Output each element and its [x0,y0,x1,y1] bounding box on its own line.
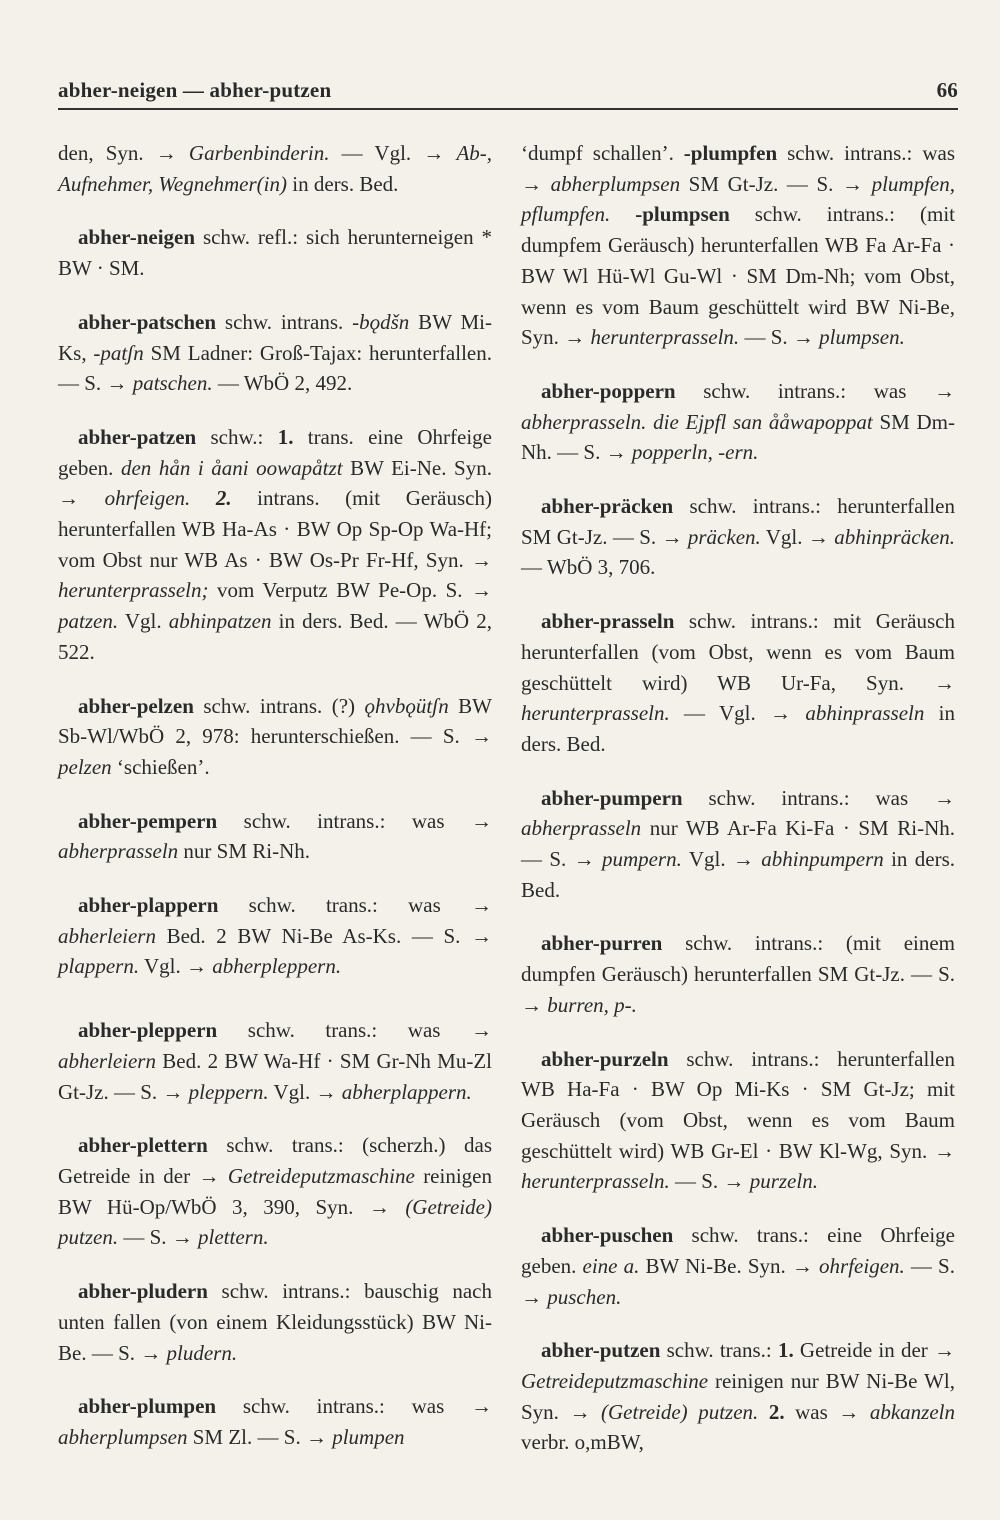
entry-text: BW Mi-Ks, [58,309,493,365]
italic-text: abherprasseln [521,816,642,841]
dictionary-entry [521,491,955,583]
dictionary-entry [521,928,955,1020]
italic-text: abherplappern. [341,1079,472,1104]
dictionary-entry [521,606,955,760]
dictionary-entry [521,1335,955,1458]
entry-text: schw. intrans.: was → [675,378,955,403]
entry-text: verbr. o,mBW, [521,1430,644,1455]
entry-text: in ders. Bed. [521,847,955,902]
entry-text: — S. → [669,1169,750,1194]
entry-text: Vgl. → [681,847,762,872]
italic-text: patzen. [58,609,119,634]
entry-text: schw. intrans.: was → [682,785,955,810]
dictionary-entry [58,1391,492,1452]
entry-text: BW Sb-Wl/WbÖ 2, 978: herunterschießen. — S. → [58,693,492,749]
italic-text: plumpsen. [819,325,905,350]
italic-text: eine a. [582,1253,640,1278]
italic-text: abherprasseln [58,839,179,864]
entry-text: in ders. Bed. [521,701,955,756]
italic-text: Ab-, Aufnehmer, Wegnehmer(in) [58,141,493,196]
dictionary-entry [58,222,492,283]
entry-text: schw. intrans.: (mit einem dumpfen Geräusch) herunterfallen SM Gt-Jz. — S. → [521,931,955,1017]
entry-text: reinigen BW Hü-Op/WbÖ 3, 390, Syn. → [58,1163,492,1219]
entry-text: reinigen nur BW Ni-Be Wl, Syn. → [521,1368,955,1424]
italic-text: (Getreide) putzen. [58,1194,492,1250]
entry-text: Vgl. → [139,954,213,979]
dictionary-entry [521,138,955,353]
left-column [58,138,492,1476]
headword: abher-präcken [541,494,674,519]
entry-text: schw. intrans.: was → [216,1394,492,1419]
italic-text: puschen. [547,1284,622,1309]
entry-text: schw. intrans.: mit Geräusch herunterfallen (vom Obst, wenn es vom Baum geschüttelt wird) WB Ur-Fa, Syn. → [521,609,955,695]
entry-text: schw. trans.: was → [218,893,492,918]
entry-text: — WbÖ 2, 492. [212,371,353,396]
entry-text: schw. trans.: [660,1338,778,1363]
entry-text: BW Ni-Be. Syn. → [639,1253,820,1278]
entry-text: in ders. Bed. — WbÖ 2, 522. [58,609,492,664]
italic-text: plappern. [58,954,140,979]
headword: abher-pludern [78,1279,208,1304]
dictionary-entry [521,783,955,906]
entry-text: intrans. (mit Geräusch) herunterfallen WB Ha-As · BW Op Sp-Op Wa-Hf; vom Obst nur WB As · BW Os-Pr Fr-Hf, Syn. → [58,486,492,572]
italic-text: herunterprasseln. [521,1169,670,1194]
headword: abher-poppern [541,378,676,403]
entry-text: schw. trans.: was → [217,1018,492,1043]
dictionary-entry [58,1015,492,1107]
italic-text: abherleiern [58,1048,156,1073]
entry-text: Vgl. [118,609,169,634]
italic-text: den hån i åani oowapåtzt [120,455,343,480]
headword: abher-plettern [78,1133,208,1158]
page-number: 66 [936,78,958,102]
italic-text: -patʃn [93,340,144,365]
entry-text: BW Ei-Ne. Syn. → [58,455,492,511]
entry-text: trans. eine Ohrfeige geben. [58,424,492,480]
italic-text: plettern. [198,1225,269,1250]
entry-text: schw. trans.: (scherzh.) das Getreide in der → [58,1133,492,1188]
entry-text: Vgl. → [268,1079,342,1104]
italic-text: abherplumpsen [550,171,681,196]
entry-text: Bed. 2 BW Ni-Be As-Ks. — S. → [155,923,492,948]
italic-text: ohrfeigen. [104,486,191,511]
italic-text: plumpfen, pflumpfen. [521,171,955,227]
dictionary-entry [521,1044,955,1198]
headword: abher-patzen [78,424,197,449]
italic-text: herunterprasseln. [521,701,670,726]
entry-text: 1. [777,1338,794,1363]
entry-text [610,202,635,226]
headword: abher-purren [541,931,663,956]
entry-text: ‘dumpf schallen’. [521,141,684,165]
entry-text: — S. → [118,1225,199,1250]
italic-text: ohrfeigen. [819,1253,905,1278]
entry-text: — S. → [521,1253,955,1309]
headword: abher-patschen [78,309,217,334]
italic-text: pumpern. [601,847,682,872]
entry-text: SM Zl. — S. → [187,1424,333,1449]
dictionary-entry [58,806,492,867]
entry-text: ‘schießen’. [111,754,210,779]
entry-text: vom Verputz BW Pe-Op. S. → [208,578,492,603]
entry-text: schw.: [196,424,278,449]
entry-text: Bed. 2 BW Wa-Hf · SM Gr-Nh Mu-Zl Gt-Jz. — S. → [58,1048,492,1104]
entry-text: SM Dm-Nh. — S. → [521,409,955,465]
entry-text: schw. intrans.: herunterfallen SM Gt-Jz. — S. → [521,494,955,549]
headword: abher-putzen [541,1338,661,1363]
headword: abher-prasseln [541,609,675,634]
headword: abher-plumpen [78,1394,217,1419]
headword: abher-plappern [78,893,219,918]
entry-text: in ders. Bed. [287,171,399,196]
entry-text: schw. trans.: eine Ohrfeige geben. [521,1223,955,1278]
entry-text: schw. intrans.: herunterfallen WB Ha-Fa · BW Op Mi-Ks · SM Gt-Jz; mit Geräusch (vom Obst, wenn es vom Baum geschüttelt wird) WB Gr-El · BW Kl-Wg, Syn. → [521,1046,955,1163]
entry-text: schw. intrans.: (mit dumpfem Geräusch) herunterfallen WB Fa Ar-Fa · BW Wl Hü-Wl Gu-Wl · SM Dm-Nh; vom Obst, wenn es vom Baum geschüttelt wird BW Ni-Be, Syn. → [521,202,955,350]
headword: abher-puschen [541,1223,674,1248]
italic-text: Getreideputzmaschine [227,1163,415,1188]
headword: abher-purzeln [541,1046,669,1071]
headword: abher-neigen [78,225,196,250]
entry-text: schw. intrans.: was → [521,141,955,196]
entry-text: schw. intrans. [216,309,353,334]
italic-text: ǫhvbǫütʃn [364,693,449,718]
entry-text: -plumpfen [683,141,778,165]
headword: abher-pempern [78,808,218,833]
italic-text: patschen. [132,371,213,396]
right-column [521,138,955,1481]
page-header [58,78,958,103]
entry-text: — Vgl. → [329,141,457,165]
italic-text: abherprasseln. die Ejpfl san ååwapoppat [521,409,873,434]
italic-text: popperln, -ern. [631,440,759,465]
dictionary-entry [58,307,492,399]
italic-text: -bǫdšn [352,309,410,334]
italic-text: burren, p-. [547,992,637,1017]
entry-text: -plumpsen [635,202,730,227]
running-title: abher-neigen — abher-putzen [58,78,332,102]
italic-text: pleppern. [188,1079,269,1104]
italic-text: purzeln. [749,1169,818,1194]
entry-text: — Vgl. → [669,701,806,726]
dictionary-entry [521,376,955,468]
italic-text: (Getreide) putzen. [601,1399,759,1424]
entry-text: schw. intrans.: was → [217,808,492,833]
entry-text: schw. refl.: sich herunterneigen * BW · SM. [58,225,492,281]
dictionary-entry [58,1276,492,1368]
italic-text: herunterprasseln. [590,325,740,350]
entry-text: nur WB Ar-Fa Ki-Fa · SM Ri-Nh. — S. → [521,816,955,872]
entry-text [758,1400,769,1424]
header-rule [58,108,958,110]
entry-text: Vgl. → [760,524,835,549]
headword: abher-pleppern [78,1018,218,1043]
italic-text: abherplumpsen [58,1424,188,1449]
entry-text: — S. → [739,325,820,350]
entry-text: nur SM Ri-Nh. [178,839,311,864]
italic-text: plumpen [332,1424,405,1449]
dictionary-entry [521,1220,955,1312]
entry-text: 1. [277,424,294,449]
italic-text: 2. [215,486,232,511]
dictionary-entry [58,691,492,783]
italic-text: abherpleppern. [212,954,342,979]
headword: abher-pelzen [78,693,194,718]
entry-text: SM Gt-Jz. — S. → [680,171,872,196]
italic-text: abhinpumpern [761,847,884,872]
entry-gap [58,1005,492,1015]
entry-text: — WbÖ 3, 706. [521,555,656,580]
entry-text: was → [784,1399,870,1424]
entry-text: schw. intrans. (?) [193,693,365,718]
dictionary-entry [58,1130,492,1253]
italic-text: Garbenbinderin. [188,141,330,165]
entry-text: Getreide in der → [793,1338,955,1363]
dictionary-entry [58,890,492,982]
italic-text: abherleiern [58,923,156,948]
entry-text: schw. intrans.: bauschig nach unten fallen (von einem Kleidungsstück) BW Ni-Be. — S. → [58,1279,492,1365]
headword: abher-pumpern [541,785,683,810]
entry-text: SM Ladner: Groß-Tajax: herunterfallen. — S. → [58,340,492,396]
italic-text: abhinprasseln [805,701,925,726]
italic-text: pludern. [166,1340,238,1365]
dictionary-entry [58,422,492,668]
italic-text: pelzen [58,754,112,779]
italic-text: herunterprasseln; [58,578,209,603]
italic-text: abhinpräcken. [834,524,955,549]
entry-text: den, Syn. → [58,141,189,165]
italic-text: abkanzeln [869,1399,955,1424]
italic-text: abhinpatzen [168,609,272,634]
entry-text [190,486,216,510]
italic-text: Getreideputzmaschine [521,1368,709,1393]
italic-text: präcken. [687,524,761,549]
dictionary-entry [58,138,492,199]
entry-text: 2. [768,1399,785,1424]
